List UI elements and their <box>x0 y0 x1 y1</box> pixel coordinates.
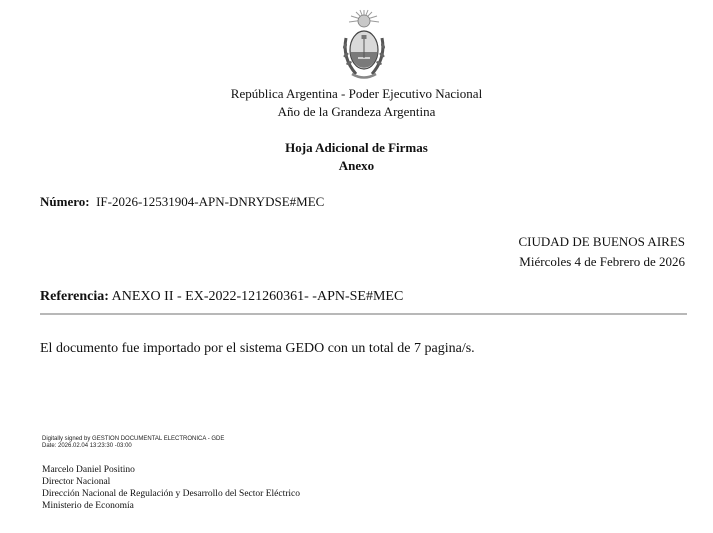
digital-signature-date: Date: 2026.02.04 13:23:30 -03:00 <box>42 443 132 449</box>
body-text: El documento fue importado por el sistema GEDO con un total de 7 pagina/s. <box>40 341 475 356</box>
signer-ministry: Ministerio de Economía <box>42 501 134 511</box>
location-city: CIUDAD DE BUENOS AIRES <box>518 234 685 249</box>
horizontal-divider <box>40 313 687 315</box>
header-line-2: Año de la Grandeza Argentina <box>277 104 436 119</box>
document-title: Hoja Adicional de Firmas <box>285 140 428 155</box>
signer-role: Director Nacional <box>42 477 111 487</box>
reference-value: ANEXO II - EX-2022-121260361- -APN-SE#MEC <box>111 289 404 304</box>
document-date: Miércoles 4 de Febrero de 2026 <box>519 254 685 269</box>
reference-label: Referencia: <box>40 289 109 304</box>
document-number-value: IF-2026-12531904-APN-DNRYDSE#MEC <box>96 194 325 209</box>
digital-signature-line: Digitally signed by GESTION DOCUMENTAL ELECTRONICA - GDE <box>42 436 225 442</box>
document-number-label: Número: <box>40 194 90 209</box>
header-line-1: República Argentina - Poder Ejecutivo Nacional <box>230 86 483 101</box>
signer-office: Dirección Nacional de Regulación y Desarrollo del Sector Eléctrico <box>42 489 300 499</box>
signer-name: Marcelo Daniel Positino <box>42 465 135 475</box>
argentina-coat-of-arms-icon <box>336 8 392 84</box>
reference <box>40 289 403 305</box>
document-number <box>40 194 324 210</box>
document-subtitle: Anexo <box>338 158 375 173</box>
